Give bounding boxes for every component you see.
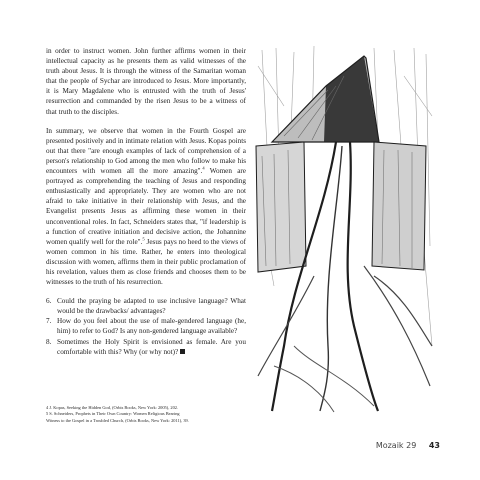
question-item bbox=[46, 296, 246, 316]
page-footer bbox=[360, 441, 440, 450]
paragraph-text: Women are portrayed as comprehending the teaching of Jesus and responding enthusiastically and appropriately. They are women who are not afraid to take initiative in their relationship with Jesus, and the Evangelist presents Jesus as affirming these women in their unconventional roles. In fact, Schneiders states that, "if leadership is a function of creative initiation and decisive action, the Johannine women qualify well for the role". bbox=[46, 167, 246, 246]
pencil-sketch-illustration bbox=[254, 46, 435, 413]
discussion-questions bbox=[46, 296, 246, 357]
footnote: Witness to the Gospel in a Troubled Church, (Orbis Books, New York: 2011), 39. bbox=[46, 417, 189, 423]
magazine-name: Mozaik bbox=[375, 441, 404, 450]
footnote-ref: 4 bbox=[202, 165, 205, 171]
question-number: 7. bbox=[46, 317, 52, 326]
body-paragraph: in order to instruct women. John further affirms women in their intellectual capacity as he presents them as valid witnesses of the truth about Jesus. It is through the witness of the Samaritan woman that the people of Sychar are introduced to Jesus. More importantly, it is Mary Magdalene who is entrusted with the truth of Jesus' resurrection and commanded by the risen Jesus to be a witness of that truth to the disciples. bbox=[46, 47, 246, 116]
question-text: How do you feel about the use of male-gendered language (he, him) to refer to God? Is any non-gendered language available? bbox=[57, 317, 246, 336]
paragraph-text: In summary, we observe that women in the Fourth Gospel are presented positively and in intimate relation with Jesus. Kopas points out that there "are enough examples of lack of comprehension of a person's relationship to God among the men who follow to make his encounters with women all the more amazing". bbox=[46, 126, 246, 176]
end-of-article-mark bbox=[180, 349, 185, 354]
page-number: 43 bbox=[428, 441, 440, 450]
question-number: 8. bbox=[46, 337, 52, 346]
question-text: Could the praying be adapted to use inclusive language? What would be the drawbacks/ advantages? bbox=[57, 297, 246, 316]
footnote-ref: 5 bbox=[142, 236, 145, 242]
tent-roof bbox=[272, 56, 379, 142]
body-paragraph bbox=[46, 126, 246, 288]
footnotes bbox=[46, 405, 256, 424]
article-text-column bbox=[46, 46, 246, 357]
question-item bbox=[46, 337, 246, 357]
question-item bbox=[46, 316, 246, 336]
question-text: Sometimes the Holy Spirit is envisioned as female. Are you comfortable with this? Why (or why not)? bbox=[57, 337, 246, 356]
footnote: 4 J. Kopas, Seeking the Hidden God, (Orbis Books, New York: 2005), 202. bbox=[46, 405, 179, 410]
footnote: 5 S. Schneiders, Prophets in Their Own Country: Women Religious Bearing bbox=[46, 411, 180, 417]
question-number: 6. bbox=[46, 297, 52, 306]
issue-number: 29 bbox=[406, 441, 417, 450]
paragraph-text: Jesus pays no heed to the views of women common in his time. Rather, he enters into theological discussion with women, affirms them in their public proclamation of his revelation, values them as close friends and chooses them to be witnesses to the truth of his resurrection. bbox=[46, 237, 246, 287]
